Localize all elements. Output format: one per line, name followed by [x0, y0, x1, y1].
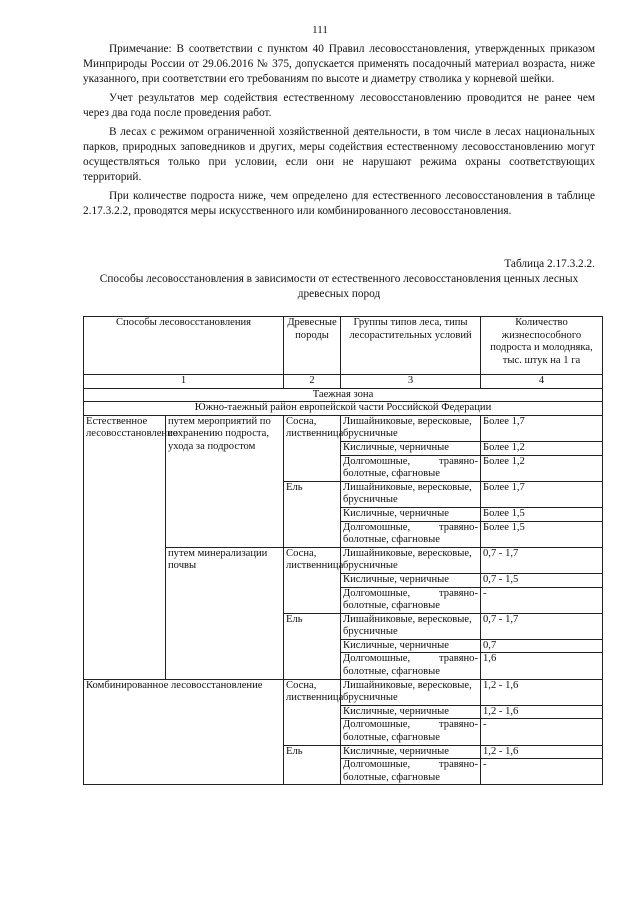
table-number: Таблица 2.17.3.2.2. — [504, 258, 595, 270]
region-row: Южно-таежный район европейской части Российской Федерации — [84, 402, 603, 416]
submethod-preserve: путем мероприятий по сохранению подроста, ухода за подростом — [166, 415, 284, 547]
col-number: 2 — [284, 375, 341, 389]
value-cell: Более 1,5 — [481, 521, 603, 547]
forest-type-sorrel: Кисличные, черничные — [341, 745, 481, 759]
value-cell: Более 1,7 — [481, 415, 603, 441]
header-forest-types: Группы типов леса, типы лесорастительных условий — [341, 317, 481, 375]
forest-type-lichen: Лишайниковые, вересковые, брусничные — [341, 481, 481, 507]
method-natural: Естественное лесовосстановление — [84, 415, 166, 679]
forest-type-sorrel: Кисличные, черничные — [341, 705, 481, 719]
species-pine-larch: Сосна, лиственница — [284, 679, 341, 745]
value-cell: Более 1,5 — [481, 507, 603, 521]
forest-type-sorrel: Кисличные, черничные — [341, 573, 481, 587]
value-cell: 0,7 - 1,7 — [481, 613, 603, 639]
value-cell: 1,2 - 1,6 — [481, 705, 603, 719]
forest-type-longmoss: Долгомошные, травяно-болотные, сфагновые — [341, 759, 481, 785]
forest-type-longmoss: Долгомошные, травяно-болотные, сфагновые — [341, 719, 481, 745]
header-quantity: Количество жизнеспособного подроста и молодняка, тыс. штук на 1 га — [481, 317, 603, 375]
forest-type-longmoss: Долгомошные, травяно-болотные, сфагновые — [341, 653, 481, 679]
reforestation-table — [83, 316, 603, 785]
header-species: Древесные породы — [284, 317, 341, 375]
forest-type-sorrel: Кисличные, черничные — [341, 441, 481, 455]
forest-type-lichen: Лишайниковые, вересковые, брусничные — [341, 547, 481, 573]
zone-row: Таежная зона — [84, 388, 603, 402]
value-cell: 1,2 - 1,6 — [481, 679, 603, 705]
value-cell: Более 1,2 — [481, 455, 603, 481]
paragraph: Учет результатов мер содействия естественному лесовосстановлению проводится не ранее чем через два года после проведения работ. — [83, 92, 595, 119]
species-pine-larch: Сосна, лиственница — [284, 415, 341, 481]
forest-type-longmoss: Долгомошные, травяно-болотные, сфагновые — [341, 587, 481, 613]
paragraph: В лесах с режимом ограниченной хозяйственной деятельности, в том числе в лесах национальных парков, природных заповедников и других, меры содействия естественному лесовосстановлению могут осуществляться только при условии, если они не нарушают режима охраны соответствующих территорий. — [83, 126, 595, 183]
forest-type-longmoss: Долгомошные, травяно-болотные, сфагновые — [341, 455, 481, 481]
forest-type-sorrel: Кисличные, черничные — [341, 639, 481, 653]
forest-type-lichen: Лишайниковые, вересковые, брусничные — [341, 679, 481, 705]
species-spruce: Ель — [284, 613, 341, 679]
species-spruce: Ель — [284, 481, 341, 547]
forest-type-lichen: Лишайниковые, вересковые, брусничные — [341, 613, 481, 639]
value-cell: Более 1,2 — [481, 441, 603, 455]
page-number: 111 — [312, 24, 328, 36]
col-number: 3 — [341, 375, 481, 389]
forest-type-sorrel: Кисличные, черничные — [341, 507, 481, 521]
forest-type-lichen: Лишайниковые, вересковые, брусничные — [341, 415, 481, 441]
submethod-mineralization: путем минерализации почвы — [166, 547, 284, 679]
paragraph: При количестве подроста ниже, чем определено для естественного лесовосстановления в таблице 2.17.3.2.2, проводятся меры искусственного или комбинированного лесовосстановления. — [83, 190, 595, 217]
body-text — [83, 42, 595, 223]
value-cell: 0,7 — [481, 639, 603, 653]
value-cell: Более 1,7 — [481, 481, 603, 507]
value-cell: - — [481, 759, 603, 785]
col-number: 4 — [481, 375, 603, 389]
note-paragraph: Примечание: В соответствии с пунктом 40 Правил лесовосстановления, утвержденных приказом Минприроды России от 29.06.2016 № 375, допускается применять посадочный материал возраста, ниже указанного, при соответствии его требованиям по высоте и диаметру стволика у корневой шейки. — [83, 43, 595, 85]
value-cell: 0,7 - 1,7 — [481, 547, 603, 573]
value-cell: - — [481, 587, 603, 613]
value-cell: - — [481, 719, 603, 745]
table-caption: Способы лесовосстановления в зависимости от естественного лесовосстановления ценных лесных древесных пород — [99, 273, 579, 300]
method-combined: Комбинированное лесовосстановление — [84, 679, 284, 785]
value-cell: 1,6 — [481, 653, 603, 679]
header-methods: Способы лесовосстановления — [84, 317, 284, 375]
forest-type-longmoss: Долгомошные, травяно-болотные, сфагновые — [341, 521, 481, 547]
species-spruce: Ель — [284, 745, 341, 785]
species-pine-larch: Сосна, лиственница — [284, 547, 341, 613]
col-number: 1 — [84, 375, 284, 389]
value-cell: 1,2 - 1,6 — [481, 745, 603, 759]
value-cell: 0,7 - 1,5 — [481, 573, 603, 587]
